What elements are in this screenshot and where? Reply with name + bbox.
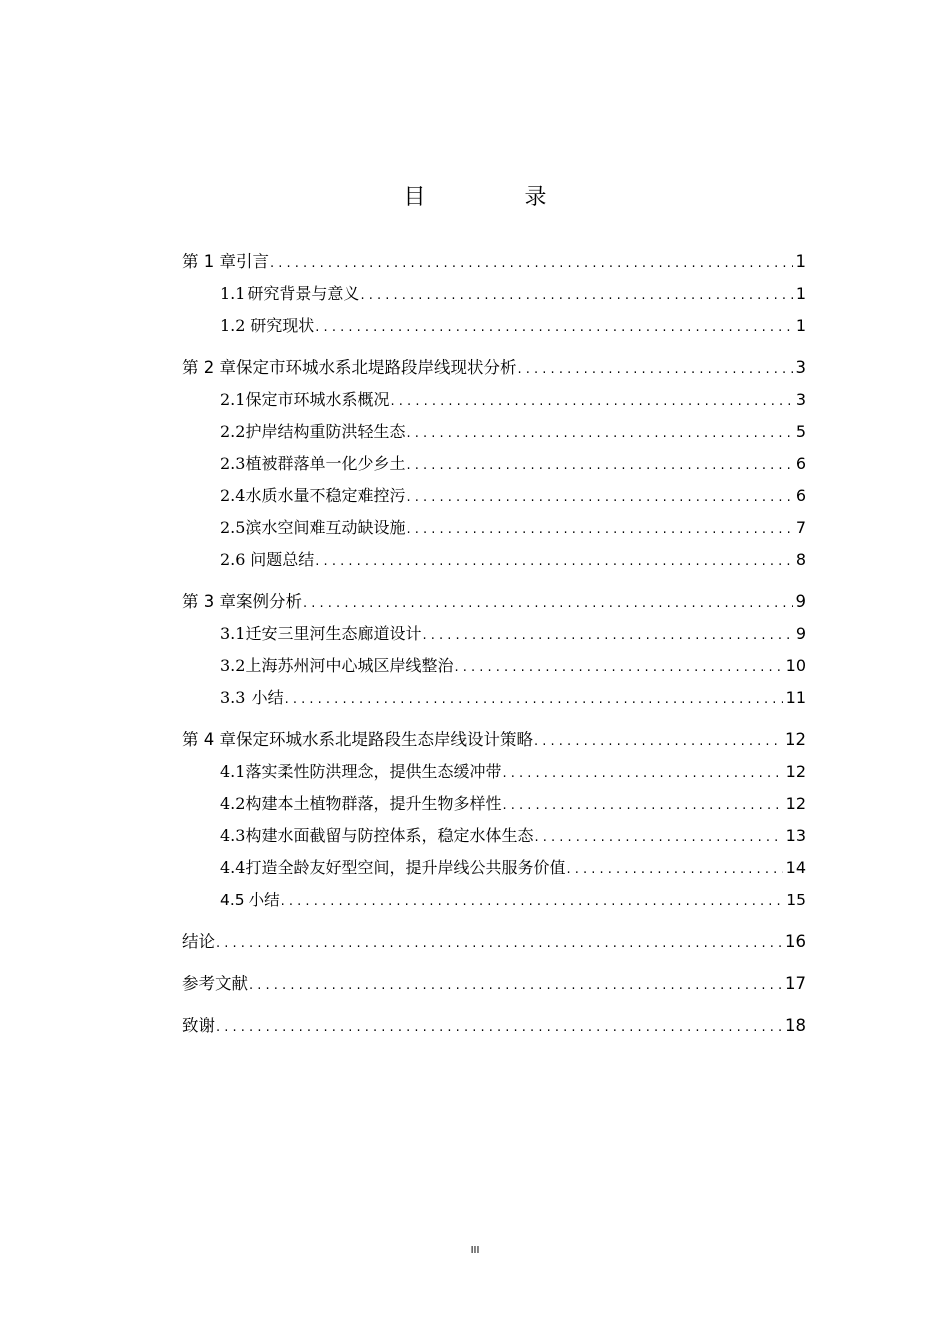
toc-entry-label: 植被群落单一化少乡土 [245,454,406,473]
toc-entry-page: 6 [795,486,806,505]
toc-entry-label: 小结 [248,891,280,909]
toc-leader-dots [406,482,792,514]
toc-chapter-entry[interactable] [182,724,806,756]
toc-entry-label: 构建本土植物群落，提升生物多样性 [245,794,502,813]
toc-entry-page: 6 [795,454,806,473]
toc-entry-page: 5 [795,422,806,441]
toc-entry-number: 4.1 [220,762,246,781]
toc-entry-page: 13 [785,826,806,845]
toc-leader-dots [216,1012,782,1044]
toc-entry-number: 2.3 [220,454,246,473]
toc-entry-label: 问题总结 [250,550,315,569]
toc-section-entry[interactable] [182,480,806,512]
toc-section-entry[interactable] [182,512,806,544]
toc-entry-page: 12 [785,730,806,749]
toc-entry-number: 3.2 [220,656,246,675]
toc-chapter-entry[interactable] [182,586,806,618]
toc-entry-number: 4.3 [220,826,246,845]
toc-chapter-entry[interactable] [182,246,806,278]
toc-leader-dots [315,312,793,344]
toc-entry-page: 18 [785,1016,806,1035]
toc-entry-label: 引言 [236,252,269,271]
toc-entry-number: 第 2 章 [182,358,236,377]
toc-entry-page: 3 [795,358,806,377]
toc-leader-dots [534,822,782,854]
toc-entry-label: 打造全龄友好型空间，提升岸线公共服务价值 [245,858,566,877]
page-number-footer: III [470,1245,480,1256]
toc-entry-label: 滨水空间难互动缺设施 [245,518,406,537]
toc-entry-number: 2.5 [220,518,246,537]
toc-leader-dots [566,854,782,886]
toc-leader-dots [454,652,782,684]
toc-section-entry[interactable] [182,682,806,714]
toc-section-entry[interactable] [182,820,806,852]
toc-leader-dots [406,450,792,482]
toc-leader-dots [360,280,792,312]
toc-entry-number: 2.1 [220,390,246,409]
toc-entry-label: 护岸结构重防洪轻生态 [245,422,406,441]
toc-leader-dots [303,588,793,620]
toc-entry-page: 9 [795,592,806,611]
toc-entry-label: 研究现状 [250,316,315,335]
toc-entry-page: 1 [795,316,806,335]
toc-section-entry[interactable] [182,416,806,448]
toc-entry-number: 第 3 章 [182,592,236,611]
toc-entry-page: 7 [795,518,806,537]
toc-entry-number: 第 4 章 [182,730,236,749]
toc-entry-label: 构建水面截留与防控体系，稳定水体生态 [245,826,534,845]
toc-entry-number: 2.6 [220,550,246,569]
page-title: 目 录 [403,185,593,210]
toc-entry-number: 2.2 [220,422,246,441]
toc-section-entry[interactable] [182,884,806,916]
toc-leader-dots [406,514,792,546]
toc-entry-label: 落实柔性防洪理念，提供生态缓冲带 [245,762,502,781]
toc-entry-label: 上海苏州河中心城区岸线整治 [245,656,454,675]
toc-entry-number: 3.3 [220,688,246,707]
toc-entry-page: 3 [795,390,806,409]
toc-entry-label: 保定环城水系北堤路段生态岸线设计策略 [236,730,533,749]
table-of-contents [182,246,806,1042]
toc-entry-label: 参考文献 [182,974,248,993]
toc-entry-number: 4.2 [220,794,246,813]
toc-entry-number: 第 1 章 [182,252,236,271]
toc-entry-page: 1 [795,284,806,303]
toc-entry-page: 15 [786,891,806,909]
toc-entry-label: 结论 [182,932,215,951]
toc-chapter-entry[interactable] [182,352,806,384]
toc-section-entry[interactable] [182,852,806,884]
toc-chapter-entry[interactable] [182,968,806,1000]
toc-section-entry[interactable] [182,650,806,682]
toc-leader-dots [502,758,782,790]
toc-entry-page: 9 [795,624,806,643]
toc-leader-dots [315,546,793,578]
toc-entry-page: 10 [785,656,806,675]
toc-entry-number: 4.5 [220,891,245,909]
toc-entry-number: 4.4 [220,858,246,877]
toc-entry-label: 保定市环城水系北堤路段岸线现状分析 [236,358,517,377]
toc-entry-page: 12 [785,762,806,781]
toc-leader-dots [391,386,793,418]
toc-section-entry[interactable] [182,788,806,820]
toc-section-entry[interactable] [182,310,806,342]
toc-leader-dots [534,726,782,758]
toc-leader-dots [406,418,792,450]
toc-entry-number: 1.1 [220,284,246,303]
toc-chapter-entry[interactable] [182,1010,806,1042]
toc-entry-label: 研究背景与意义 [247,284,360,303]
toc-entry-page: 12 [785,794,806,813]
toc-entry-label: 案例分析 [236,592,302,611]
toc-section-entry[interactable] [182,756,806,788]
toc-leader-dots [270,248,793,280]
toc-section-entry[interactable] [182,544,806,576]
toc-leader-dots [502,790,782,822]
toc-leader-dots [249,970,782,1002]
toc-entry-page: 8 [795,550,806,569]
toc-entry-number: 3.1 [220,624,246,643]
toc-entry-page: 14 [785,858,806,877]
toc-leader-dots [518,354,793,386]
toc-section-entry[interactable] [182,448,806,480]
toc-leader-dots [281,886,784,918]
toc-entry-label: 小结 [251,688,284,707]
toc-entry-page: 1 [795,252,806,271]
toc-section-entry[interactable] [182,384,806,416]
toc-entry-page: 17 [785,974,806,993]
toc-entry-page: 11 [785,688,806,707]
toc-section-entry[interactable] [182,278,806,310]
toc-entry-label: 保定市环城水系概况 [245,390,390,409]
toc-leader-dots [216,928,782,960]
toc-entry-label: 致谢 [182,1016,215,1035]
toc-entry-page: 16 [785,932,806,951]
toc-entry-number: 1.2 [220,316,246,335]
toc-entry-label: 迁安三里河生态廊道设计 [245,624,422,643]
toc-leader-dots [285,684,783,716]
toc-leader-dots [422,620,792,652]
toc-chapter-entry[interactable] [182,926,806,958]
toc-entry-label: 水质水量不稳定难控污 [245,486,406,505]
toc-entry-number: 2.4 [220,486,246,505]
toc-section-entry[interactable] [182,618,806,650]
